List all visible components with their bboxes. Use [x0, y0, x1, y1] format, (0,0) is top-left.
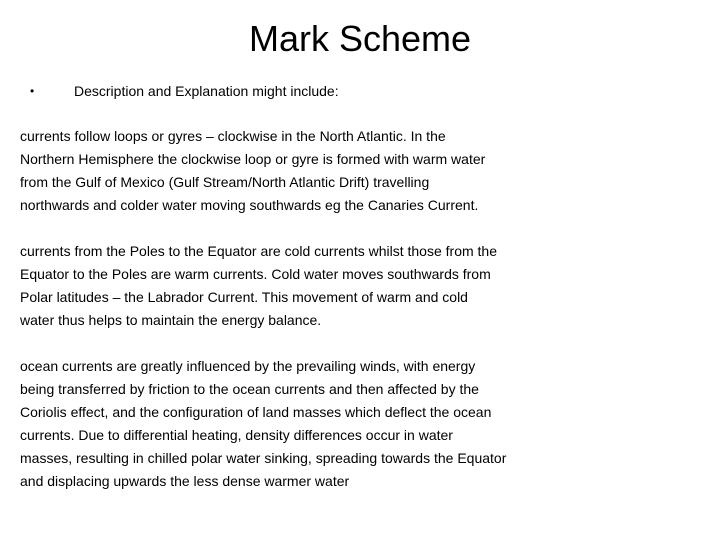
- bullet-text: Description and Explanation might include:: [74, 83, 339, 99]
- paragraph-poles-equator: currents from the Poles to the Equator are cold currents whilst those from the Equator to the Poles are warm currents. Cold water moves southwards from Polar latitudes – the Labrador Current. This movement of warm and cold water thus helps to maintain the energy balance.: [20, 243, 497, 328]
- slide-title: Mark Scheme: [248, 18, 472, 59]
- bullet-icon: •: [30, 84, 35, 98]
- paragraph-gyres: currents follow loops or gyres – clockwise in the North Atlantic. In the Northern Hemisphere the clockwise loop or gyre is formed with warm water from the Gulf of Mexico (Gulf Stream/North Atlantic Drift) travelling northwards and colder water moving southwards eg the Canaries Current.: [20, 128, 486, 213]
- paragraph-winds-density: ocean currents are greatly influenced by the prevailing winds, with energy being transferred by friction to the ocean currents and then affected by the Coriolis effect, and the configuration of land masses which deflect the ocean currents. Due to differential heating, density differences occur in water masses, resulting in chilled polar water sinking, spreading towards the Equator and displacing upwards the less dense warmer water: [20, 358, 507, 489]
